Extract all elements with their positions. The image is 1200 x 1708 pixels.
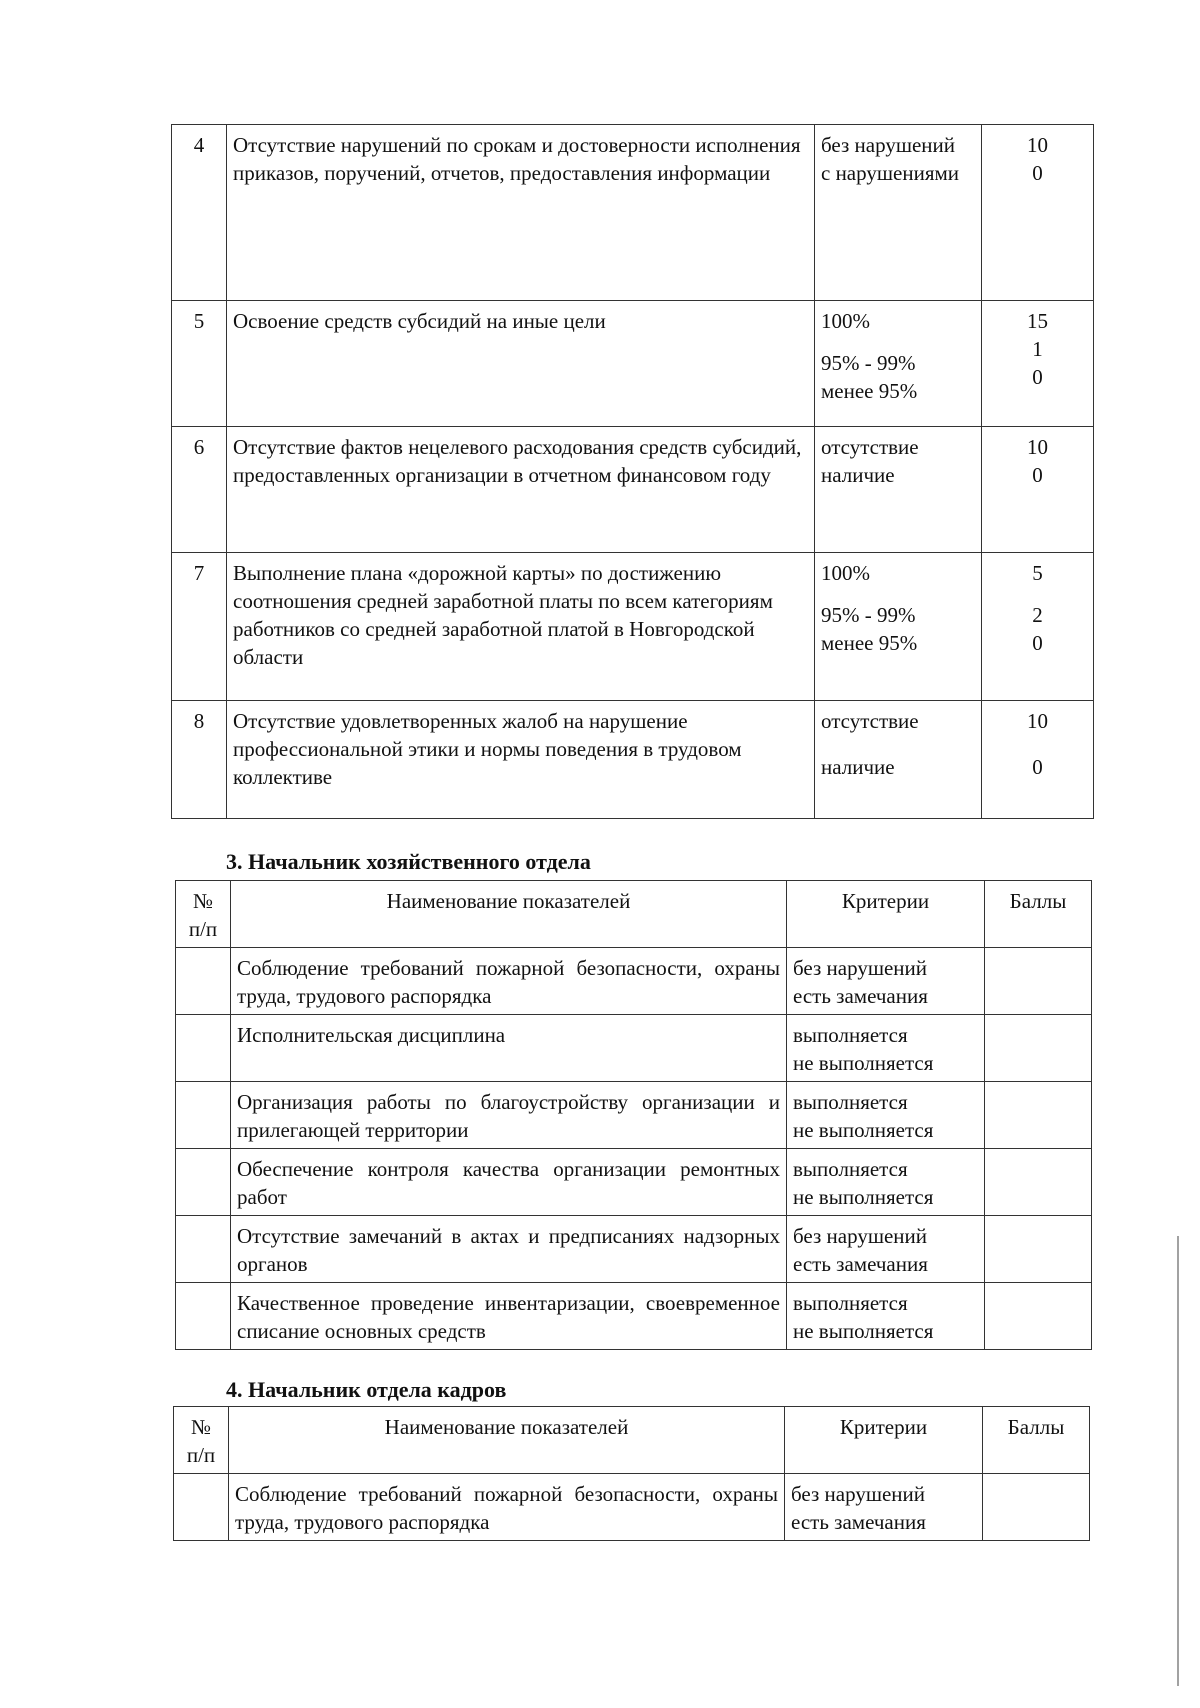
score-cell bbox=[982, 427, 1094, 553]
criteria-option: без нарушений bbox=[821, 133, 956, 157]
criteria-option: не выполняется bbox=[793, 1185, 934, 1209]
row-number bbox=[176, 1149, 231, 1216]
row-number: 4 bbox=[172, 125, 227, 301]
criteria-option: менее 95% bbox=[821, 379, 918, 403]
criteria-option: есть замечания bbox=[793, 1252, 928, 1276]
row-number bbox=[176, 1283, 231, 1350]
header-num: № п/п bbox=[176, 881, 231, 948]
table-row bbox=[176, 1283, 1092, 1350]
header-score: Баллы bbox=[983, 1407, 1090, 1474]
score-value: 0 bbox=[1032, 631, 1043, 655]
section-3-table bbox=[175, 880, 1092, 1350]
score-cell bbox=[982, 701, 1094, 819]
score-value: 15 bbox=[1027, 309, 1048, 333]
indicator-name: Обеспечение контроля качества организации ремонтных работ bbox=[231, 1149, 787, 1216]
score-value: 0 bbox=[1032, 161, 1043, 185]
table-row bbox=[176, 1082, 1092, 1149]
criteria-option: есть замечания bbox=[791, 1510, 926, 1534]
score-cell bbox=[985, 1216, 1092, 1283]
score-value: 0 bbox=[1032, 463, 1043, 487]
table-header-row bbox=[176, 881, 1092, 948]
indicator-name: Выполнение плана «дорожной карты» по достижению соотношения средней заработной платы по всем категориям работников со средней заработной платой в Новгородской области bbox=[227, 553, 815, 701]
indicator-name: Отсутствие замечаний в актах и предписаниях надзорных органов bbox=[231, 1216, 787, 1283]
score-cell bbox=[983, 1474, 1090, 1541]
indicator-name: Качественное проведение инвентаризации, своевременное списание основных средств bbox=[231, 1283, 787, 1350]
score-value: 10 bbox=[1027, 709, 1048, 733]
criteria-cell bbox=[815, 125, 982, 301]
score-value: 0 bbox=[1032, 365, 1043, 389]
row-number bbox=[174, 1474, 229, 1541]
score-cell bbox=[982, 125, 1094, 301]
table-row bbox=[172, 553, 1094, 701]
score-cell bbox=[985, 1015, 1092, 1082]
row-number bbox=[176, 1216, 231, 1283]
criteria-cell bbox=[815, 427, 982, 553]
indicator-name: Отсутствие нарушений по срокам и достоверности исполнения приказов, поручений, отчетов, предоставления информации bbox=[227, 125, 815, 301]
score-cell bbox=[982, 301, 1094, 427]
row-number bbox=[176, 1082, 231, 1149]
indicator-name: Соблюдение требований пожарной безопасности, охраны труда, трудового распорядка bbox=[231, 948, 787, 1015]
row-number bbox=[176, 948, 231, 1015]
criteria-option: без нарушений bbox=[791, 1482, 926, 1506]
criteria-option: не выполняется bbox=[793, 1319, 934, 1343]
criteria-option: 95% - 99% bbox=[821, 351, 916, 375]
score-value: 10 bbox=[1027, 435, 1048, 459]
criteria-option: выполняется bbox=[793, 1157, 908, 1181]
row-number bbox=[176, 1015, 231, 1082]
table-row bbox=[176, 1015, 1092, 1082]
criteria-cell bbox=[787, 948, 985, 1015]
criteria-cell bbox=[815, 701, 982, 819]
criteria-cell bbox=[787, 1015, 985, 1082]
section-4-title: 4. Начальник отдела кадров bbox=[226, 1377, 507, 1402]
row-number: 7 bbox=[172, 553, 227, 701]
header-name: Наименование показателей bbox=[229, 1407, 785, 1474]
criteria-option: менее 95% bbox=[821, 631, 918, 655]
criteria-cell bbox=[787, 1149, 985, 1216]
score-cell bbox=[985, 1082, 1092, 1149]
criteria-option: с нарушениями bbox=[821, 161, 960, 185]
criteria-option: 100% bbox=[821, 309, 870, 333]
header-criteria: Критерии bbox=[787, 881, 985, 948]
criteria-cell bbox=[787, 1216, 985, 1283]
criteria-cell bbox=[785, 1474, 983, 1541]
criteria-option: без нарушений bbox=[793, 956, 928, 980]
indicator-name: Организация работы по благоустройству организации и прилегающей территории bbox=[231, 1082, 787, 1149]
score-value: 10 bbox=[1027, 133, 1048, 157]
score-value: 2 bbox=[1032, 603, 1043, 627]
table-row bbox=[176, 1149, 1092, 1216]
table-row bbox=[176, 948, 1092, 1015]
criteria-option: выполняется bbox=[793, 1023, 908, 1047]
header-score: Баллы bbox=[985, 881, 1092, 948]
table-row bbox=[172, 701, 1094, 819]
indicators-table-continued bbox=[171, 124, 1094, 819]
indicator-name: Освоение средств субсидий на иные цели bbox=[227, 301, 815, 427]
section-4-table bbox=[173, 1406, 1090, 1541]
criteria-option: наличие bbox=[821, 755, 895, 779]
criteria-option: отсутствие bbox=[821, 709, 919, 733]
criteria-cell bbox=[787, 1082, 985, 1149]
score-cell bbox=[985, 948, 1092, 1015]
criteria-option: не выполняется bbox=[793, 1051, 934, 1075]
criteria-option: выполняется bbox=[793, 1291, 908, 1315]
criteria-option: наличие bbox=[821, 463, 895, 487]
row-number: 8 bbox=[172, 701, 227, 819]
scan-edge-line bbox=[1177, 1236, 1179, 1686]
indicator-name: Исполнительская дисциплина bbox=[231, 1015, 787, 1082]
indicator-name: Соблюдение требований пожарной безопасности, охраны труда, трудового распорядка bbox=[229, 1474, 785, 1541]
criteria-option: отсутствие bbox=[821, 435, 919, 459]
indicator-name: Отсутствие удовлетворенных жалоб на нарушение профессиональной этики и нормы поведения в трудовом коллективе bbox=[227, 701, 815, 819]
table-row bbox=[172, 301, 1094, 427]
header-num: № п/п bbox=[174, 1407, 229, 1474]
table-row bbox=[172, 427, 1094, 553]
table-row bbox=[176, 1216, 1092, 1283]
section-3-title: 3. Начальник хозяйственного отдела bbox=[226, 849, 591, 874]
table-row bbox=[172, 125, 1094, 301]
criteria-option: есть замечания bbox=[793, 984, 928, 1008]
criteria-option: 95% - 99% bbox=[821, 603, 916, 627]
indicator-name: Отсутствие фактов нецелевого расходования средств субсидий, предоставленных организации в отчетном финансовом году bbox=[227, 427, 815, 553]
score-value: 0 bbox=[1032, 755, 1043, 779]
row-number: 6 bbox=[172, 427, 227, 553]
header-criteria: Критерии bbox=[785, 1407, 983, 1474]
criteria-cell bbox=[815, 553, 982, 701]
score-value: 5 bbox=[1032, 561, 1043, 585]
table-row bbox=[174, 1474, 1090, 1541]
criteria-option: выполняется bbox=[793, 1090, 908, 1114]
criteria-option: 100% bbox=[821, 561, 870, 585]
row-number: 5 bbox=[172, 301, 227, 427]
score-value: 1 bbox=[1032, 337, 1043, 361]
criteria-option: без нарушений bbox=[793, 1224, 928, 1248]
table-header-row bbox=[174, 1407, 1090, 1474]
criteria-cell bbox=[787, 1283, 985, 1350]
header-name: Наименование показателей bbox=[231, 881, 787, 948]
criteria-cell bbox=[815, 301, 982, 427]
score-cell bbox=[982, 553, 1094, 701]
criteria-option: не выполняется bbox=[793, 1118, 934, 1142]
score-cell bbox=[985, 1283, 1092, 1350]
score-cell bbox=[985, 1149, 1092, 1216]
